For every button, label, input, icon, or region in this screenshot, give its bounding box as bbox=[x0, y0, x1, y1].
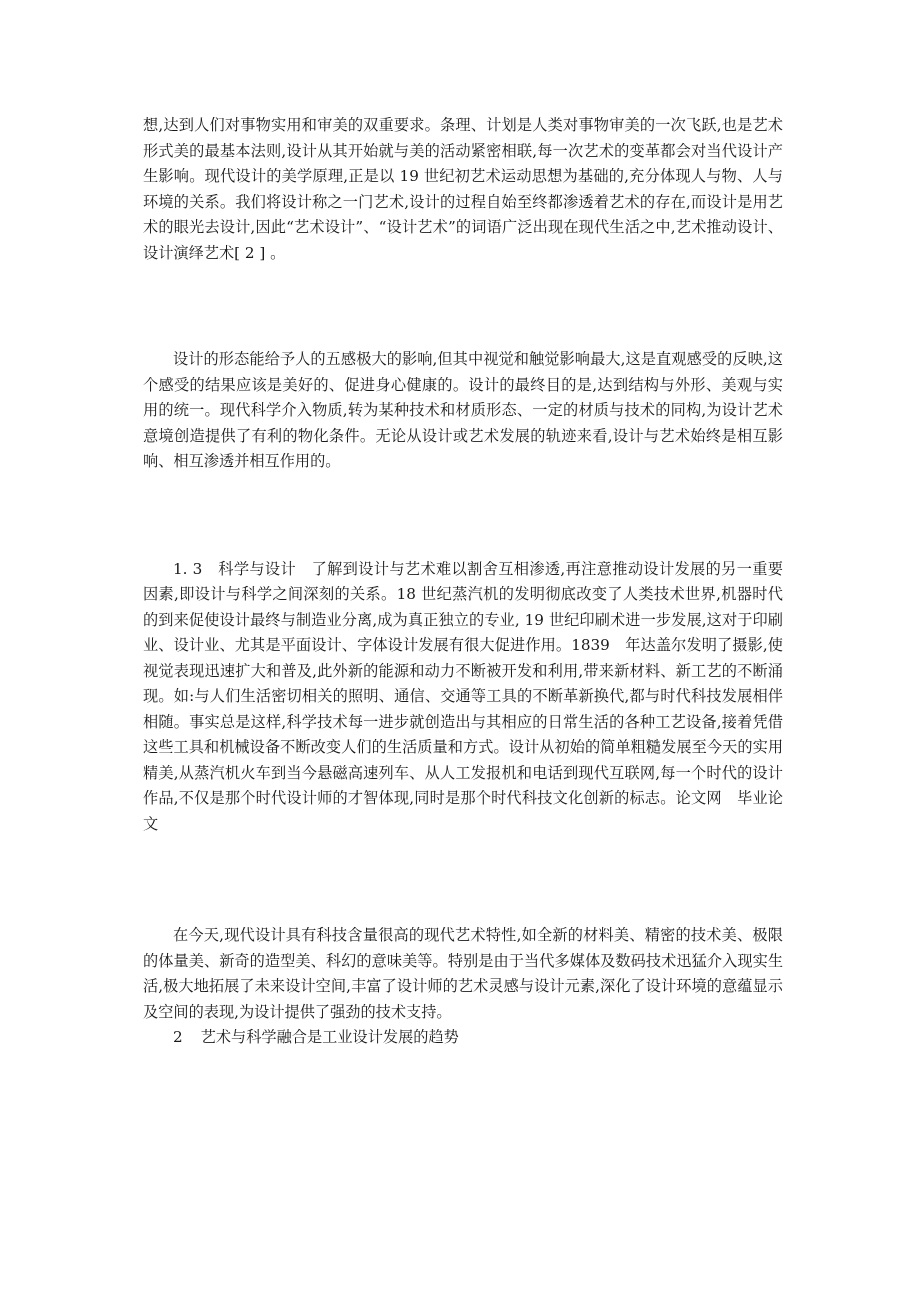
section-heading bbox=[143, 1025, 783, 1051]
document-page bbox=[143, 113, 783, 1051]
section-heading-number: 2 bbox=[173, 1028, 183, 1046]
section-heading-text: 艺术与科学融合是工业设计发展的趋势 bbox=[200, 1028, 459, 1046]
paragraph-continuation: 想,达到人们对事物实用和审美的双重要求。条理、计划是人类对事物审美的一次飞跃,也是艺术形式美的最基本法则,设计从其开始就与美的活动紧密相联,每一次艺术的变革都会对当代设计产生影响。现代设计的美学原理,正是以 19 世纪初艺术运动思想为基础的,充分体现人与物、人与环境的关系。我们将设计称之一门艺术,设计的过程自始至终都渗透着艺术的存在,而设计是用艺术的眼光去设计,因此“艺术设计”、“设计艺术”的词语广泛出现在现代生活之中,艺术推动设计、设计演绎艺术[ 2 ] 。 bbox=[143, 116, 783, 262]
paragraph-modern-design: 在今天,现代设计具有科技含量很高的现代艺术特性,如全新的材料美、精密的技术美、极限的体量美、新奇的造型美、科幻的意味美等。特别是由于当代多媒体及数码技术迅猛介入现实生活,极大地拓展了未来设计空间,丰富了设计师的艺术灵感与设计元素,深化了设计环境的意蕴显示及空间的表现,为设计提供了强劲的技术支持。 bbox=[143, 926, 783, 1021]
paragraph-science-and-design: 1. 3 科学与设计 了解到设计与艺术难以割舍互相渗透,再注意推动设计发展的另一重要因素,即设计与科学之间深刻的关系。18 世纪蒸汽机的发明彻底改变了人类技术世界,机器时代的到来促使设计最终与制造业分离,成为真正独立的专业, 19 世纪印刷术进一步发展,这对于印刷业、设计业、尤其是平面设计、字体设计发展有很大促进作用。1839 年达盖尔发明了摄影,使视觉表现迅速扩大和普及,此外新的能源和动力不断被开发和利用,带来新材料、新工艺的不断涌现。如:与人们生活密切相关的照明、通信、交通等工具的不断革新换代,都与时代科技发展相伴相随。事实总是这样,科学技术每一进步就创造出与其相应的日常生活的各种工艺设备,接着凭借这些工具和机械设备不断改变人们的生活质量和方式。设计从初始的简单粗糙发展至今天的实用精美,从蒸汽机火车到当今悬磁高速列车、从人工发报机和电话到现代互联网,每一个时代的设计作品,不仅是那个时代设计师的才智体现,同时是那个时代科技文化创新的标志。论文网 毕业论文 bbox=[143, 559, 783, 833]
paragraph-design-form: 设计的形态能给予人的五感极大的影响,但其中视觉和触觉影响最大,这是直观感受的反映,这个感受的结果应该是美好的、促进身心健康的。设计的最终目的是,达到结构与外形、美观与实用的统一。现代科学介入物质,转为某种技术和材质形态、一定的材质与技术的同构,为设计艺术意境创造提供了有利的物化条件。无论从设计或艺术发展的轨迹来看,设计与艺术始终是相互影响、相互渗透并相互作用的。 bbox=[143, 350, 783, 470]
